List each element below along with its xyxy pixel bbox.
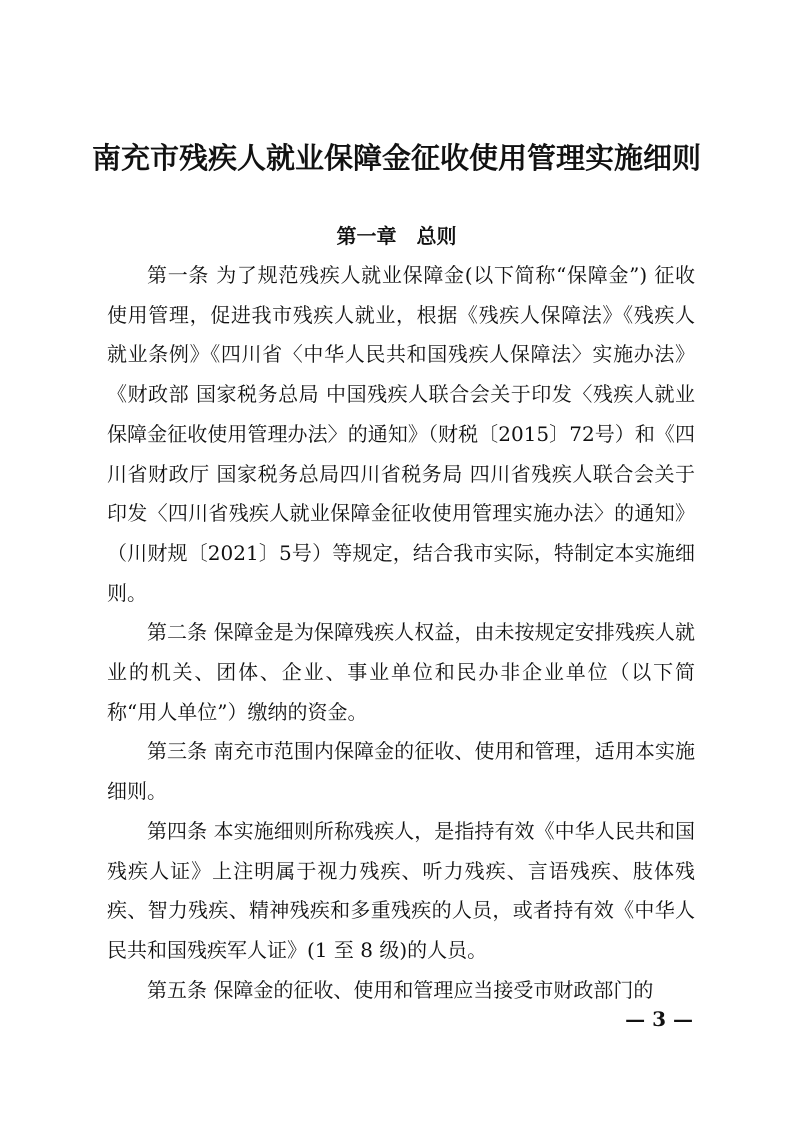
- article-5-paragraph: 第五条 保障金的征收、使用和管理应当接受市财政部门的: [147, 977, 654, 1002]
- document-title: 南充市残疾人就业保障金征收使用管理实施细则: [91, 141, 701, 175]
- article-2-paragraph: 第二条 保障金是为保障残疾人权益，由未按规定安排残疾人就业的机关、团体、企业、事业单位和民办非企业单位（以下简称“用人单位”）缴纳的资金。: [107, 620, 695, 724]
- article-4-paragraph: 第四条 本实施细则所称残疾人，是指持有效《中华人民共和国残疾人证》上注明属于视力残疾、听力残疾、言语残疾、肢体残疾、智力残疾、精神残疾和多重残疾的人员，或者持有效《中华人民共和国残疾军人证》(1 至 8 级)的人员。: [107, 818, 695, 962]
- chapter-heading: 第一章 总则: [336, 224, 457, 248]
- page-number: — 3 —: [625, 1007, 693, 1031]
- article-3-paragraph: 第三条 南充市范围内保障金的征收、使用和管理，适用本实施细则。: [107, 739, 695, 804]
- article-1-paragraph: 第一条 为了规范残疾人就业保障金(以下简称“保障金”) 征收使用管理，促进我市残疾人就业，根据《残疾人保障法》《残疾人就业条例》《四川省〈中华人民共和国残疾人保障法〉实施办法》《财政部 国家税务总局 中国残疾人联合会关于印发〈残疾人就业保障金征收使用管理办法〉的通知》（财税〔2015〕72号）和《四川省财政厅 国家税务总局四川省税务局 四川省残疾人联合会关于印发〈四川省残疾人就业保障金征收使用管理实施办法〉的通知》（川财规〔2021〕5号）等规定，结合我市实际，特制定本实施细则。: [107, 263, 695, 605]
- document-body: [107, 256, 695, 1010]
